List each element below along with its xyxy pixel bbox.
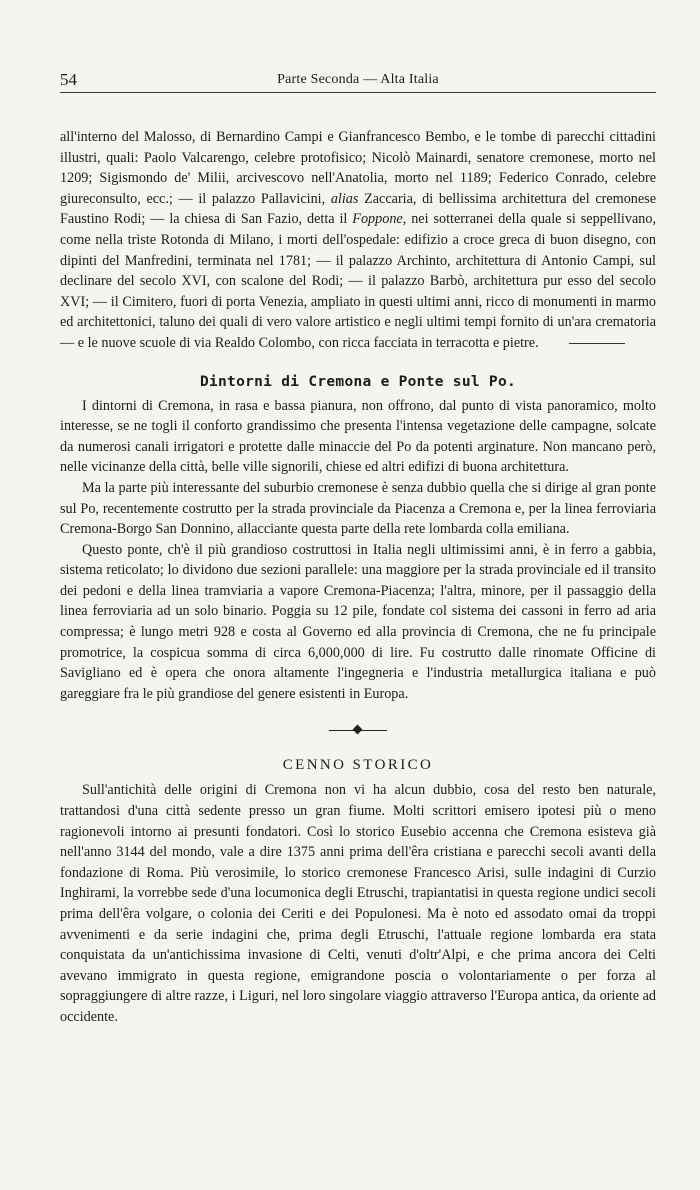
section-heading-cenno-storico: CENNO STORICO [282,757,434,774]
paragraph-ponte: Questo ponte, ch'è il più grandioso costruttosi in Italia negli ultimissimi anni, è in ferro a gabbia, sistema reticolato; lo dividono due sezioni parallele: una maggiore per la strada provinciale ed il transito dei pedoni e della linea tramviaria a vapore Cremona-Piacenza; l'altra, minore, per il passaggio della linea ferroviaria ad un solo binario. Poggia su 12 pile, fondate col sistema dei cassoni in ferro ad aria compressa; è lungo metri 928 e costa al Governo ed alla provincia di Cremona, che ne fu principale promotrice, la cospicua somma di circa 6,000,000 di lire. Fu costrutto dalle rinomate Officine di Savigliano ed è opera che onora altamente l'ingegneria e l'industria metallurgica italiana e può gareggiare fra le più grandiose del genere esistenti in Europa. [60,541,656,702]
italic-term: Foppone [352,211,403,228]
paragraph-dintorni: I dintorni di Cremona, in rasa e bassa pianura, non offrono, dal punto di vista panoramico, molto interesse, se ne togli il conforto grandissimo che presenta l'intensa vegetazione delle campagne, solcate da numerosi canali irrigatori e protette dalle minaccie del Po da potenti arginature. Non mancano però, nelle vicinanze della città, belle ville signorili, chiese ed altri edifizi di buona architettura. [60,397,656,476]
section-end-rule [569,343,625,344]
ornament-diamond-icon [353,725,363,735]
running-title: Parte Seconda — Alta Italia [277,72,439,87]
paragraph-cenno-storico: Sull'antichità delle origini di Cremona non vi ha alcun dubbio, cosa del resto ben naturale, trattandosi d'una città sedente presso un gran fiume. Molti scrittori emisero ipotesi più o meno ragionevoli intorno ai presunti fondatori. Così lo storico Eusebio accenna che Cremona esisteva già nell'anno 3144 del mondo, vale a dire 1375 anni prima dell'êra cristiana e parecchi secoli avanti della fondazione di Roma. Più verosimile, lo storico cremonese Francesco Arisi, sulle indagini di Curzio Inghirami, la vorrebbe sede d'una locumonica degli Etruschi, trapiantatisi in questa regione undici secoli prima dell'êra volgare, o colonia dei Ceriti e dei Populonesi. Ma è noto ed assodato omai da troppi avvenimenti e da serie indagini che, prima degli Etruschi, l'attuale regione lombarda era stata conquistata da un'antichissima invasione di Celti, venuti d'oltr'Alpi, e che prima ancora dei Celti avevano immigrato in questa regione, emigrandone poscia o volontariamente o per forza al sopraggiungere di altre razze, i Liguri, nel loro singolare viaggio attraverso l'Europa antica, da oriente ad occidente. [60,782,656,1025]
paragraph-suburbio: Ma la parte più interessante del suburbio cremonese è senza dubbio quella che si dirige al gran ponte sul Po, recentemente costrutto per la strada provinciale da Piacenza a Cremona e, per la linea ferroviaria Cremona-Borgo San Donnino, allacciante questa parte della rete lombarda colla emiliana. [60,479,656,538]
paragraph-text: all'interno del Malosso, di Bernardino Campi e Gianfrancesco Bembo, e le tombe di parecchi cittadini illustri, quali: Paolo Valcarengo, celebre protofisico; Nicolò Mainardi, senatore cremonese, morto nel 1209; Sigismondo de' Milii, arcivescovo nell'Anatolia, morto nel 1189; Federico Conrado, celebre giureconsulto, ecc.; — il palazzo Pallavicini, [60,129,656,207]
paragraph-monuments [60,127,656,354]
page-number: 54 [60,70,77,89]
page-header [60,62,656,93]
italic-term: alias [330,190,359,207]
paragraph-text: Zaccaria, di bellissima architettura del cremonese Faustino Rodi; — la chiesa di San Fazio, detta il [60,190,656,228]
paragraph-text: , nei sotterranei della quale si seppellivano, come nella triste Rotonda di Milano, i morti dell'ospedale: edifizio a croce greca di buon disegno, con dipinti del Manfredini, terminata nel 1781; — il palazzo Archinto, architettura di Antonio Campi, sul declinare del secolo XVI, con scalone del Rodi; — il palazzo Barbò, architettura pur esso del secolo XVI; — il Cimitero, fuori di porta Venezia, ampliato in questi ultimi anni, ricco di monumenti in marmo ed architettonici, taluno dei quali di vero valore artistico e negli ultimi tempi fornito di un'ara crematoria — e le nuove scuole di via Realdo Colombo, con ricca facciata in terracotta e pietre. [60,211,657,351]
book-page [60,62,656,1028]
section-heading-dintorni: Dintorni di Cremona e Ponte sul Po. [199,373,517,390]
ornament-divider [329,726,387,735]
